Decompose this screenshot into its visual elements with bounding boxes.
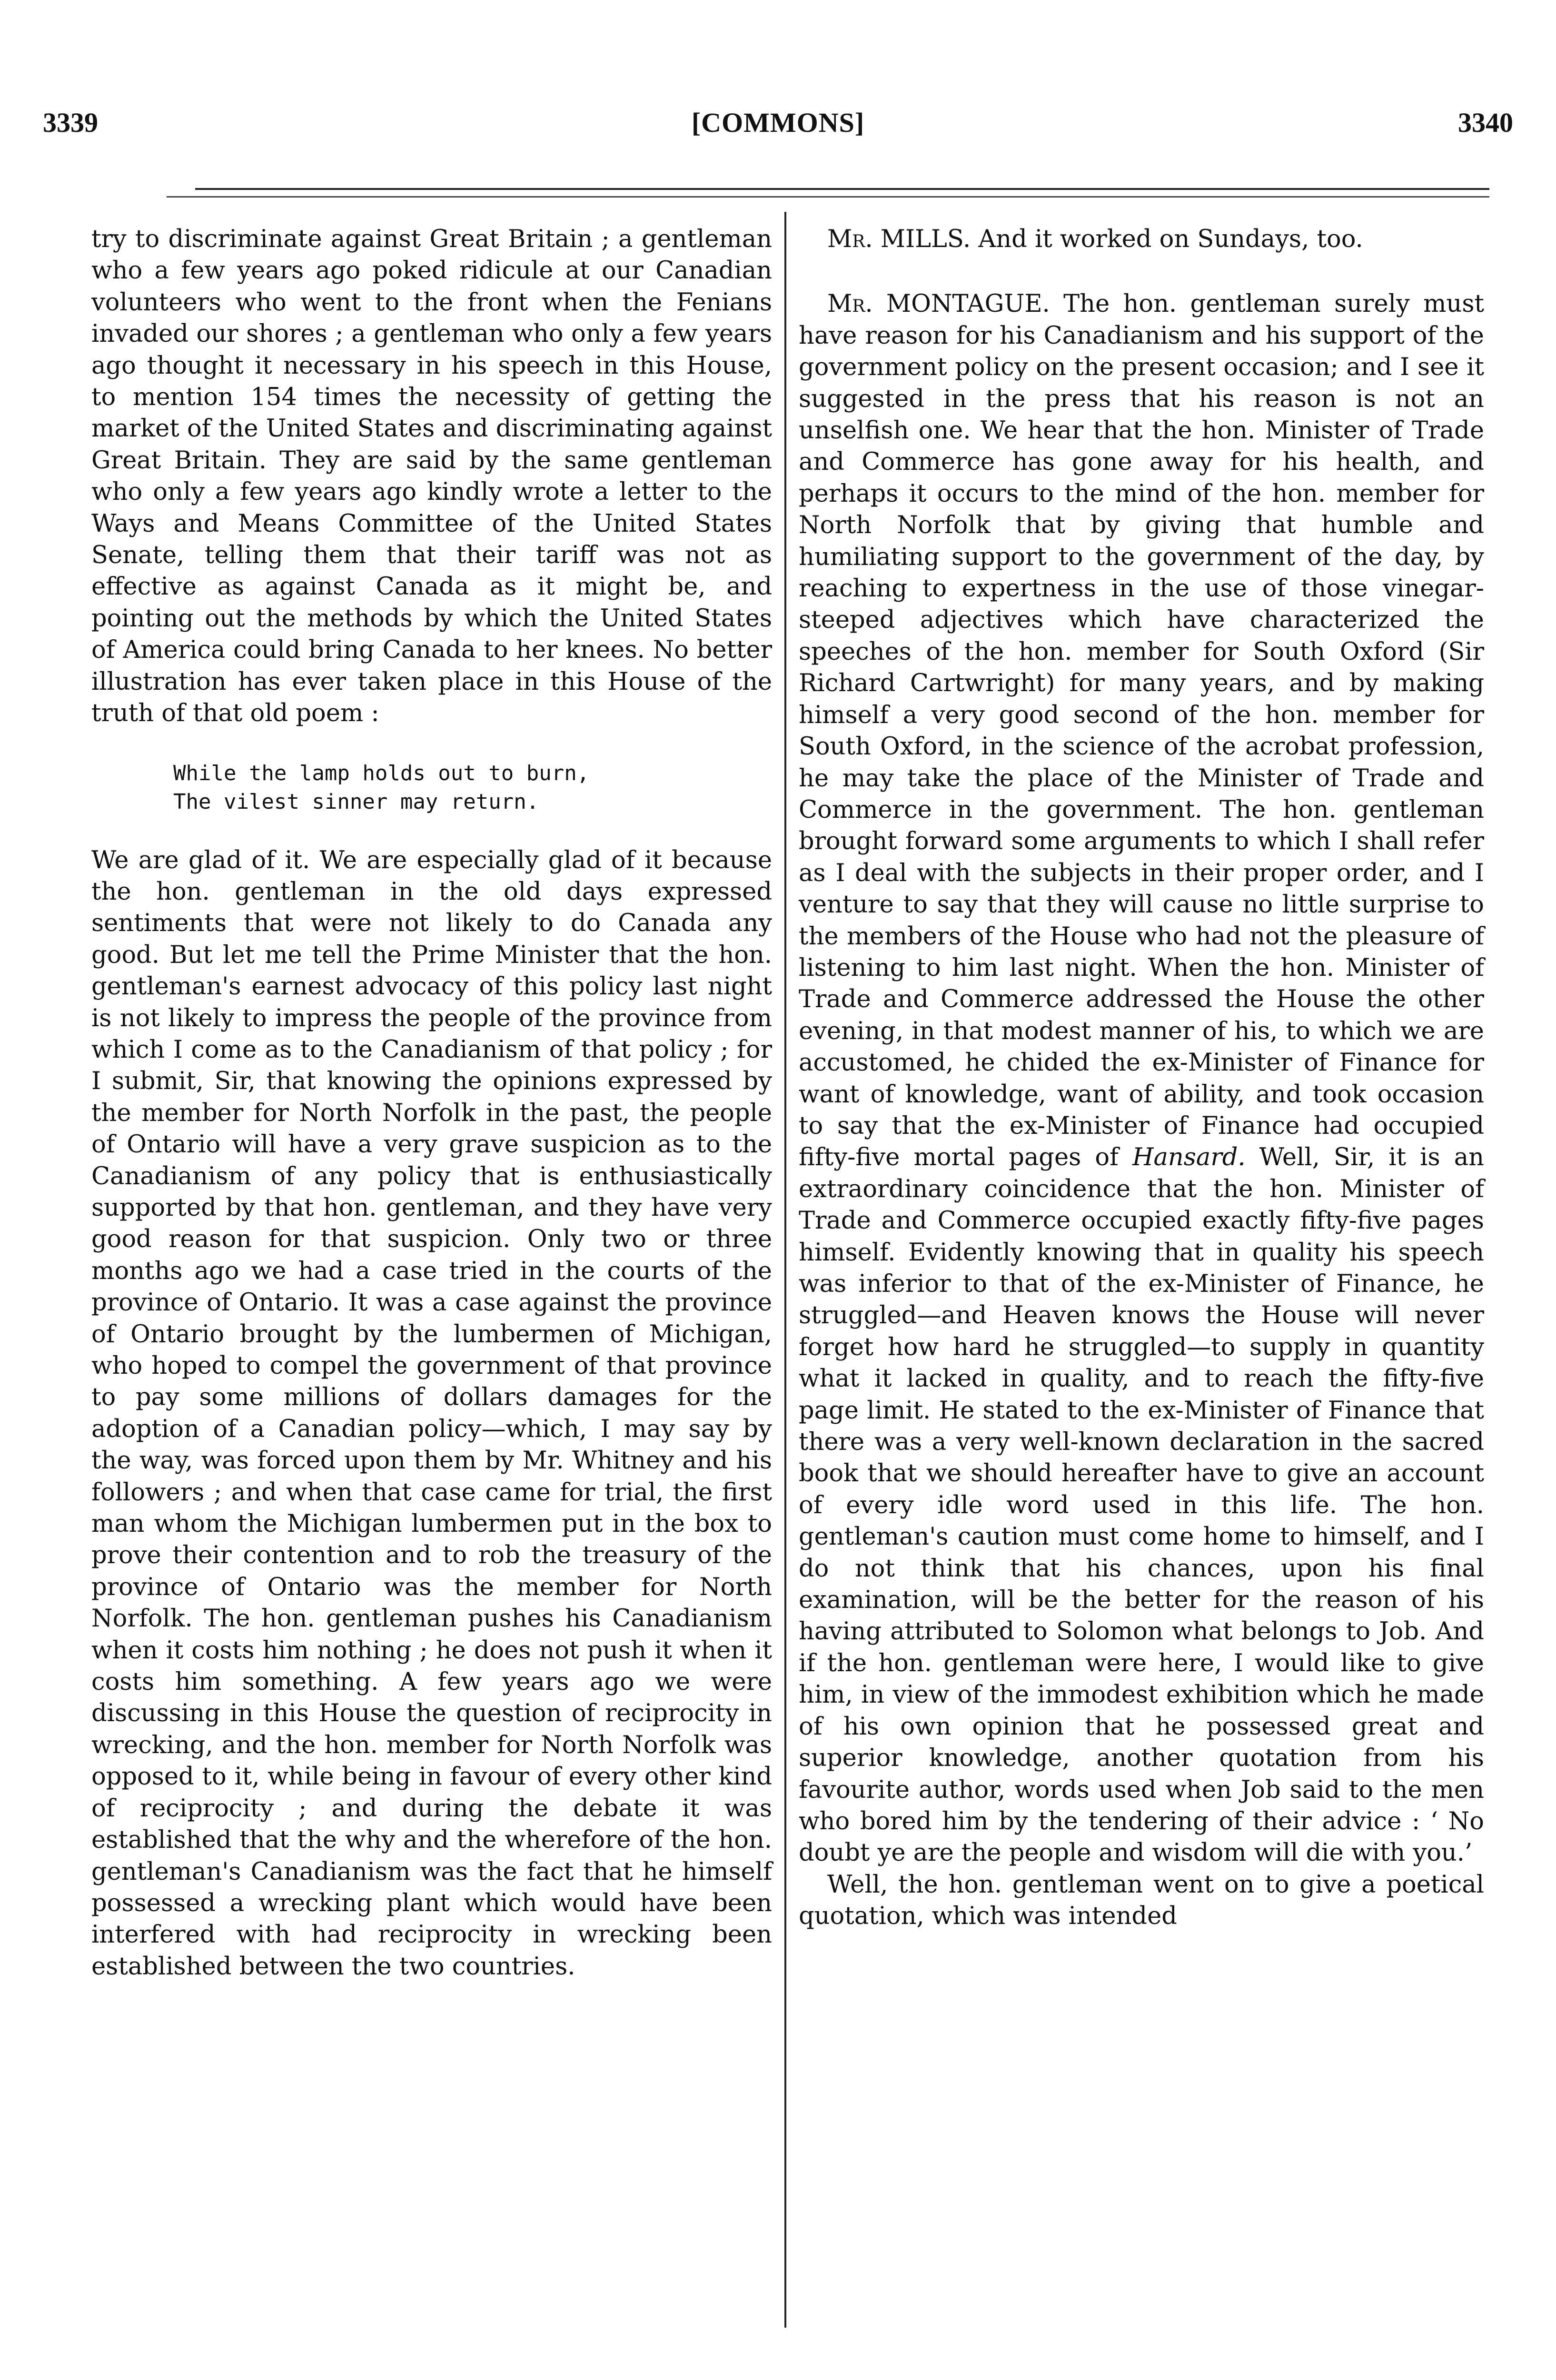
right-column — [799, 224, 1484, 1933]
montague-speech — [799, 288, 1484, 1869]
montague-text-a: The hon. gentleman surely must have reason for his Canadianism and his support of the government policy on the present occasion; and I see it suggested in the press that his reason is not an unselfish one. We hear that the hon. Minister of Trade and Commerce has gone away for his health, and perhaps it occurs to the mind of the hon. member for North Norfolk that by giving that humble and humiliating support to the government of the day, by reaching to expertness in the use of those vinegar-steeped adjectives which have characterized the speeches of the hon. member for South Oxford (Sir Richard Cartwright) for many years, and by making himself a very good second of the hon. member for South Oxford, in the science of the acrobat profession, he may take the place of the Minister of Trade and Commerce in the government. The hon. gentleman brought forward some arguments to which I shall refer as I deal with the subjects in their proper order, and I venture to say that they will cause no little surprise to the members of the House who had not the pleasure of listening to him last night. When the hon. Minister of Trade and Commerce addressed the House the other evening, in that modest manner of his, to which we are accustomed, he chided the ex-Minister of Finance for want of knowledge, want of ability, and took occasion to say that the ex-Minister of Finance had occupied fifty-five mortal pages of — [799, 290, 1485, 1172]
verse-quotation — [173, 759, 772, 816]
speaker-montague: Mr. MONTAGUE. — [827, 290, 1050, 318]
column-divider — [784, 212, 786, 2328]
verse-line-1: While the lamp holds out to burn, — [173, 761, 590, 785]
header-rule-bottom — [167, 196, 1489, 198]
page-number-left: 3339 — [43, 107, 98, 138]
page-number-right: 3340 — [1458, 107, 1513, 138]
verse-line-2: The vilest sinner may return. — [173, 789, 539, 814]
left-paragraph-1: try to discriminate against Great Britain ; a gentleman who a few years ago poked ridicule at our Canadian volunteers who went to the front when the Fenians invaded our shores ; a gentleman who only a few years ago thought it necessary in his speech in this House, to mention 154 times the necessity of getting the market of the United States and discriminating against Great Britain. They are said by the same gentleman who only a few years ago kindly wrote a letter to the Ways and Means Committee of the United States Senate, telling them that their tariff was not as effective as against Canada as it might be, and pointing out the methods by which the United States of America could bring Canada to her knees. No better illustration has ever taken place in this House of the truth of that old poem : — [91, 225, 772, 728]
montague-text-b: Well, Sir, it is an extraordinary coincidence that the hon. Minister of Trade and Commerce occupied exactly fifty-five pages himself. Evidently knowing that in quality his speech was inferior to that of the ex-Minister of Finance, he struggled—and Heaven knows the House will never forget how hard he struggled—to supply in quantity what it lacked in quality, and to reach the fifty-five page limit. He stated to the ex-Minister of Finance that there was a very well-known declaration in the sacred book that we should hereafter have to give an account of every idle word used in this life. The hon. gentleman's caution must come home to himself, and I do not think that his chances, upon his final examination, will be the better for the reason of his having attributed to Solomon what belongs to Job. And if the hon. gentleman were here, I would like to give him, in view of the immodest exhibition which he made of his own opinion that he possessed great and superior knowledge, another quotation from his favourite author, words used when Job said to the men who bored him by the tendering of their advice : ‘ No doubt ye are the people and wisdom will die with you.’ — [799, 1143, 1484, 1867]
header-rule-top — [195, 188, 1489, 190]
mills-text: And it worked on Sundays, too. — [978, 225, 1363, 253]
mills-interjection — [799, 224, 1484, 255]
left-column — [91, 224, 772, 1983]
right-last-paragraph: Well, the hon. gentleman went on to give a poetical quotation, which was intended — [799, 1870, 1484, 1931]
hansard-italic: Hansard. — [1132, 1143, 1246, 1172]
speaker-mills: Mr. MILLS. — [827, 225, 971, 253]
page-header — [43, 106, 1513, 139]
left-paragraph-2: We are glad of it. We are especially glad of it because the hon. gentleman in the old days expressed sentiments that were not likely to do Canada any good. But let me tell the Prime Minister that the hon. gentleman's earnest advocacy of this policy last night is not likely to impress the people of the province from which I come as to the Canadianism of that policy ; for I submit, Sir, that knowing the opinions expressed by the member for North Norfolk in the past, the people of Ontario will have a very grave suspicion as to the Canadianism of any policy that is enthusiastically supported by that hon. gentleman, and they have very good reason for that suspicion. Only two or three months ago we had a case tried in the courts of the province of Ontario. It was a case against the province of Ontario brought by the lumbermen of Michigan, who hoped to compel the government of that province to pay some millions of dollars damages for the adoption of a Canadian policy—which, I may say by the way, was forced upon them by Mr. Whitney and his followers ; and when that case came for trial, the first man whom the Michigan lumbermen put in the box to prove their contention and to rob the treasury of the province of Ontario was the member for North Norfolk. The hon. gentleman pushes his Canadianism when it costs him nothing ; he does not push it when it costs him something. A few years ago we were discussing in this House the question of reciprocity in wrecking, and the hon. member for North Norfolk was opposed to it, while being in favour of every other kind of reciprocity ; and during the debate it was established that the why and the wherefore of the hon. gentleman's Canadianism was the fact that he himself possessed a wrecking plant which would have been interfered with had reciprocity in wrecking been established between the two countries. — [91, 846, 772, 1981]
running-title: [COMMONS] — [691, 107, 865, 138]
